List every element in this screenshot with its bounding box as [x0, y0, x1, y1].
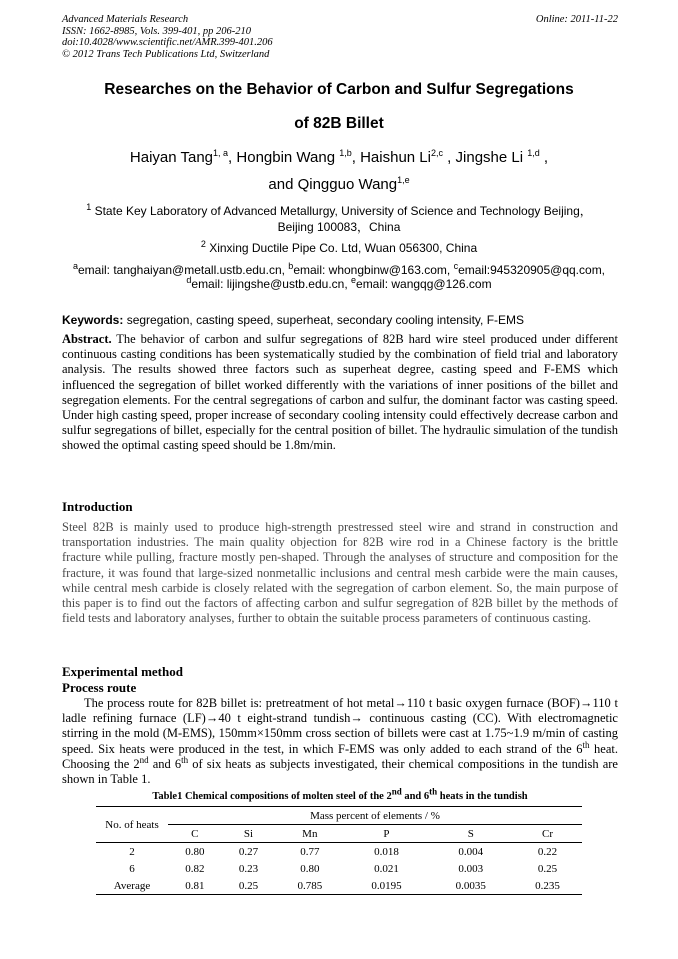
email-sup: e — [351, 275, 357, 285]
caption-text-2: and 6 — [401, 791, 430, 802]
row-label: Average — [96, 877, 168, 895]
row-label: 6 — [129, 862, 135, 875]
author-separator: , — [443, 149, 456, 166]
author-name: Haiyan Tang — [129, 149, 214, 166]
email-d: email: lijingshe@ustb.edu.cn, — [191, 277, 351, 291]
journal-meta — [62, 14, 618, 60]
online-date: Online: 2011-11-22 — [535, 14, 618, 25]
caption-text-3: heats in the tundish — [437, 791, 528, 802]
table-cell: 0.021 — [374, 862, 399, 875]
author-sup: 1,d — [527, 148, 540, 158]
table-cell: 0.81 — [168, 877, 222, 895]
table-cell: 0.22 — [537, 845, 558, 858]
journal-name: Advanced Materials Research — [62, 14, 189, 25]
table-row — [96, 877, 582, 895]
table-cell: 0.003 — [458, 862, 484, 875]
group-header: Mass percent of elements / % — [168, 807, 582, 825]
table-cell: 0.25 — [537, 862, 558, 875]
table-cell: 0.80 — [185, 845, 205, 858]
route-sup: th — [582, 739, 590, 750]
affiliation-text-2: Beijing 100083，China — [277, 220, 401, 234]
author-list-line-1 — [30, 149, 648, 166]
author-name: Jingshe Li — [455, 149, 528, 166]
author-name: Hongbin Wang — [236, 149, 340, 166]
route-text-3: and 6 — [148, 756, 182, 771]
author-sup: 2,c — [430, 148, 443, 158]
column-header: S — [429, 825, 513, 843]
author-name: Haishun Li — [360, 149, 431, 166]
column-header: Si — [222, 825, 276, 843]
route-text-4: of six heats as subjects investigated, their chemical compositions in the tundish are shown in Table 1. — [62, 756, 618, 787]
column-header: Mn — [275, 825, 344, 843]
caption-text-1: Table1 Chemical compositions of molten steel of the 2 — [152, 791, 392, 802]
paper-title-line-1: Researches on the Behavior of Carbon and Sulfur Segregations — [104, 81, 574, 98]
email-b: email: whongbinw@163.com, — [293, 263, 454, 277]
caption-sup: th — [429, 786, 438, 797]
table-cell: 0.235 — [513, 877, 582, 895]
table-cell: 0.82 — [185, 862, 205, 875]
affiliation-sup: 2 — [200, 239, 206, 249]
affiliation-sup: 1 — [86, 202, 92, 212]
issn-line: ISSN: 1662-8985, Vols. 399-401, pp 206-210 — [62, 25, 251, 37]
paper-title-line-2: of 82B Billet — [294, 115, 384, 132]
caption-sup: nd — [391, 786, 402, 797]
keywords — [62, 313, 618, 327]
process-route-text — [62, 696, 618, 787]
table-cell: 0.77 — [300, 845, 320, 858]
author-name: and Qingguo Wang — [268, 176, 398, 193]
email-sup: c — [453, 261, 459, 271]
introduction-text: Steel 82B is mainly used to produce high-strength prestressed steel wire and strand in construction and transportation industries. The main quality objection for 82B wire rod in a Chinese factory is the brittle fracture while pulling, fracture mostly pen-shaped. Through the analyses of structure and composition for the fracture, it was found that large-sized nonmetallic inclusions and central mesh carbide were the main causes, while central mesh carbide is closely related with the segregation of carbon element. So, the main purpose of this paper is to find out the factors of affecting carbon and sulfur segregation of 82B billet by the methods of field tests and laboratory analyses, further to obtain the suitable process parameters of continuous casting. — [62, 520, 618, 626]
route-text-2: heat. Choosing the 2 — [62, 741, 618, 771]
table-cell: 0.23 — [238, 862, 259, 875]
column-header: P — [344, 825, 428, 843]
table-cell: 0.27 — [238, 845, 259, 858]
table-row — [96, 843, 582, 861]
table-row — [96, 860, 582, 877]
email-e: email: wangqg@126.com — [356, 277, 492, 291]
row-label: 2 — [129, 845, 135, 858]
affiliation-2 — [40, 240, 638, 256]
table-column-row — [96, 825, 582, 843]
table-caption — [62, 786, 618, 802]
keywords-label: Keywords: — [62, 313, 124, 327]
table-cell: 0.0195 — [344, 877, 428, 895]
table-cell: 0.0035 — [429, 877, 513, 895]
author-separator: , — [539, 149, 549, 166]
column-header: Cr — [513, 825, 582, 843]
affiliation-text: Xinxing Ductile Pipe Co. Ltd, Wuan 056300, China — [209, 241, 478, 255]
introduction-heading: Introduction — [62, 499, 133, 514]
email-a: email: tanghaiyan@metall.ustb.edu.cn, — [77, 263, 289, 277]
author-sup: 1,b — [339, 148, 352, 158]
route-sup: nd — [139, 754, 149, 765]
row-header: No. of heats — [96, 807, 168, 843]
email-list — [40, 263, 638, 291]
experimental-heading: Experimental method — [62, 664, 183, 679]
table-cell: 0.25 — [222, 877, 276, 895]
process-route-heading: Process route — [62, 680, 137, 695]
copyright-line: © 2012 Trans Tech Publications Ltd, Switzerland — [62, 48, 270, 60]
email-c: email:945320905@qq.com, — [458, 263, 606, 277]
doi-line: doi:10.4028/www.scientific.net/AMR.399-401.206 — [62, 37, 273, 48]
author-sup: 1, a — [213, 148, 229, 158]
author-sup: 1,e — [397, 175, 410, 185]
affiliation-text: State Key Laboratory of Advanced Metallurgy, University of Science and Technology Beijing， — [94, 204, 592, 218]
author-separator: , — [351, 149, 361, 166]
table-cell: 0.018 — [374, 845, 399, 858]
email-sup: a — [72, 261, 78, 271]
table-cell: 0.785 — [275, 877, 344, 895]
abstract-label: Abstract. — [62, 332, 112, 346]
route-sup: th — [181, 754, 189, 765]
table-cell: 0.80 — [300, 862, 320, 875]
abstract-text: The behavior of carbon and sulfur segregations of 82B hard wire steel produced under different continuous casting conditions has been systematically studied by the combination of field trial and laboratory analysis. The results showed three factors such as superheat degree, casting speed and F-EMS which influenced the segregation of billet worked differently with the variations of inner positions of the billet and segregation elements. For the central segregations of carbon and sulfur, the dominant factor was casting speed. Under high casting speed, proper increase of secondary cooling intensity could effectively decrease carbon and sulfur segregations of billet, especially for the central position of billet. The hydraulic simulation of the tundish showed the optimal casting speed should be 1.8m/min. — [62, 332, 618, 453]
keywords-text: segregation, casting speed, superheat, secondary cooling intensity, F-EMS — [123, 313, 525, 327]
route-text-1: The process route for 82B billet is: pretreatment of hot metal→110 t basic oxygen furnace (BOF)→110 t ladle refining furnace (LF)→40 t eight-strand tundish→ continuous casting (CC). With electromagnetic stirring in the mold (M-EMS), 150mm×150mm cross section of billets were cast at 1.75~1.9 m/min of casting speed. Six heats were produced in the test, in which F-EMS was only added to each strand of the 6 — [62, 696, 618, 756]
email-sup: d — [186, 275, 192, 285]
abstract — [62, 332, 618, 454]
table-header-row — [96, 807, 582, 825]
table-cell: 0.004 — [458, 845, 484, 858]
chemical-composition-table — [96, 806, 582, 895]
author-separator: , — [228, 149, 237, 166]
affiliation-1 — [40, 203, 638, 235]
author-list-line-2 — [30, 176, 648, 193]
column-header: C — [168, 825, 222, 843]
email-sup: b — [288, 261, 294, 271]
